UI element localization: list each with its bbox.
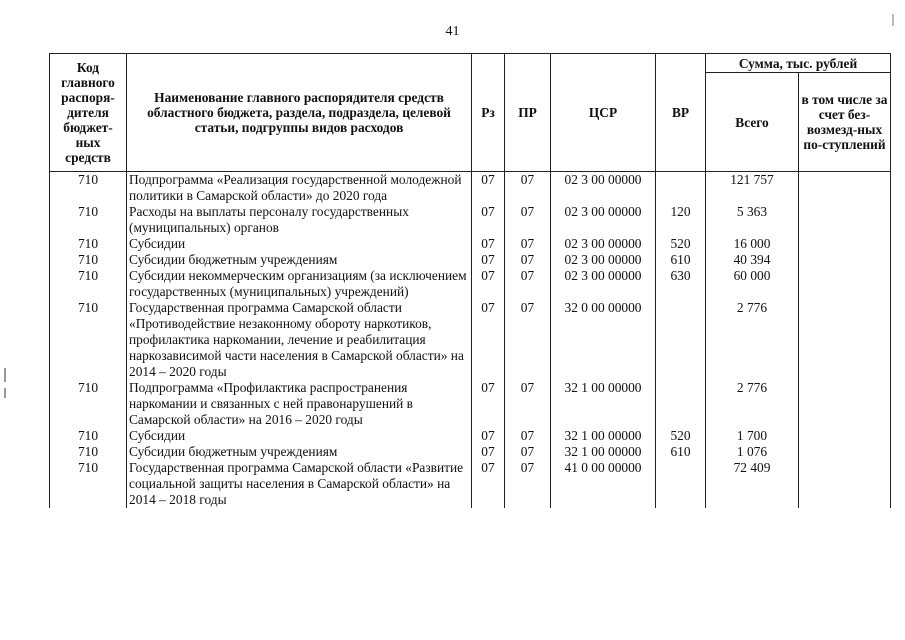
table-row [50,444,891,460]
row-code: 710 [50,268,127,300]
row-code: 710 [50,252,127,268]
scan-artifact [4,388,6,398]
row-rz: 07 [472,204,505,236]
row-pr: 07 [505,236,551,252]
row-pr: 07 [505,300,551,380]
row-free [799,204,891,236]
row-rz: 07 [472,268,505,300]
row-total: 16 000 [706,236,799,252]
row-free [799,172,891,205]
row-pr: 07 [505,204,551,236]
row-rz: 07 [472,172,505,205]
table-row [50,300,891,380]
row-total: 1 700 [706,428,799,444]
header-code: Код главного распоря-дителя бюджет-ных средств [50,54,127,172]
row-name: Подпрограмма «Профилактика распространения наркомании и связанных с ней правонарушений в Самарской области» на 2016 – 2020 годы [127,380,472,428]
row-vr: 610 [656,252,706,268]
row-total: 2 776 [706,300,799,380]
row-vr: 120 [656,204,706,236]
header-csr: ЦСР [551,54,656,172]
row-name: Государственная программа Самарской области «Развитие социальной защиты населения в Самарской области» на 2014 – 2018 годы [127,460,472,508]
table-row [50,172,891,205]
row-free [799,236,891,252]
table-body [50,172,891,509]
row-csr: 02 3 00 00000 [551,236,656,252]
row-code: 710 [50,380,127,428]
row-csr: 32 1 00 00000 [551,428,656,444]
row-pr: 07 [505,268,551,300]
header-total: Всего [706,73,799,172]
table-row [50,460,891,508]
row-rz: 07 [472,236,505,252]
row-free [799,268,891,300]
row-csr: 02 3 00 00000 [551,268,656,300]
row-name: Субсидии [127,236,472,252]
row-name: Субсидии [127,428,472,444]
table-row [50,380,891,428]
row-total: 2 776 [706,380,799,428]
row-pr: 07 [505,380,551,428]
table-row [50,204,891,236]
table-row [50,428,891,444]
row-csr: 41 0 00 00000 [551,460,656,508]
row-code: 710 [50,204,127,236]
row-total: 1 076 [706,444,799,460]
row-csr: 02 3 00 00000 [551,204,656,236]
header-rz: Рз [472,54,505,172]
row-free [799,444,891,460]
row-vr: 520 [656,428,706,444]
table-row [50,268,891,300]
header-vr: ВР [656,54,706,172]
row-vr [656,460,706,508]
row-vr [656,300,706,380]
row-free [799,428,891,444]
header-sum: Сумма, тыс. рублей [706,54,891,73]
row-name: Государственная программа Самарской области «Противодействие незаконному обороту наркотиков, профилактика наркомании, лечение и реабилитация наркозависимой части населения в Самарской области» на 2014 – 2020 годы [127,300,472,380]
row-code: 710 [50,172,127,205]
row-total: 5 363 [706,204,799,236]
row-pr: 07 [505,252,551,268]
scan-artifact [892,14,894,26]
page-number: 41 [445,24,460,39]
row-free [799,460,891,508]
row-vr: 610 [656,444,706,460]
row-csr: 02 3 00 00000 [551,252,656,268]
row-free [799,380,891,428]
row-rz: 07 [472,380,505,428]
row-vr [656,380,706,428]
row-code: 710 [50,428,127,444]
row-csr: 32 1 00 00000 [551,380,656,428]
row-code: 710 [50,460,127,508]
row-name: Расходы на выплаты персоналу государственных (муниципальных) органов [127,204,472,236]
row-pr: 07 [505,428,551,444]
row-rz: 07 [472,460,505,508]
row-free [799,252,891,268]
header-name: Наименование главного распорядителя средств областного бюджета, раздела, подраздела, целевой статьи, подгруппы видов расходов [127,54,472,172]
row-rz: 07 [472,252,505,268]
row-pr: 07 [505,172,551,205]
table-row [50,236,891,252]
row-name: Субсидии некоммерческим организациям (за исключением государственных (муниципальных) учреждений) [127,268,472,300]
row-total: 121 757 [706,172,799,205]
row-csr: 02 3 00 00000 [551,172,656,205]
row-vr: 520 [656,236,706,252]
row-name: Подпрограмма «Реализация государственной молодежной политики в Самарской области» до 2020 года [127,172,472,205]
row-rz: 07 [472,444,505,460]
row-vr [656,172,706,205]
table-row [50,252,891,268]
row-pr: 07 [505,444,551,460]
row-total: 72 409 [706,460,799,508]
header-pr: ПР [505,54,551,172]
row-name: Субсидии бюджетным учреждениям [127,252,472,268]
row-rz: 07 [472,300,505,380]
row-total: 60 000 [706,268,799,300]
row-vr: 630 [656,268,706,300]
row-name: Субсидии бюджетным учреждениям [127,444,472,460]
row-total: 40 394 [706,252,799,268]
row-free [799,300,891,380]
row-code: 710 [50,236,127,252]
scan-artifact [4,368,6,382]
header-free: в том числе за счет без-возмезд-ных по-ступлений [799,73,891,172]
row-csr: 32 0 00 00000 [551,300,656,380]
row-rz: 07 [472,428,505,444]
row-code: 710 [50,300,127,380]
row-pr: 07 [505,460,551,508]
row-code: 710 [50,444,127,460]
row-csr: 32 1 00 00000 [551,444,656,460]
budget-table [49,53,891,508]
